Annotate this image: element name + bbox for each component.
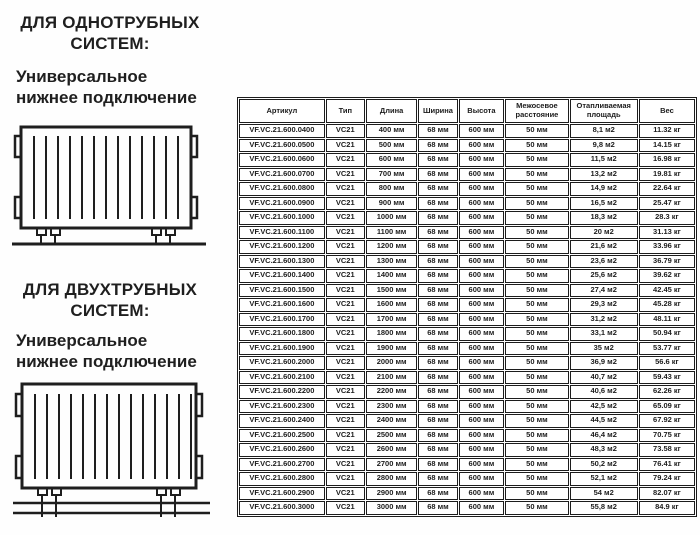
table-row — [239, 429, 695, 443]
cell-weight: 84.9 кг — [639, 501, 695, 515]
cell-axial-distance: 50 мм — [505, 255, 568, 269]
cell-heated-area: 40,7 м2 — [570, 371, 638, 385]
spec-table-header — [239, 99, 695, 123]
cell-axial-distance: 50 мм — [505, 298, 568, 312]
cell-length: 1200 мм — [366, 240, 418, 254]
cell-weight: 19.81 кг — [639, 168, 695, 182]
cell-weight: 28.3 кг — [639, 211, 695, 225]
column-header-width: Ширина — [418, 99, 457, 123]
cell-heated-area: 21,6 м2 — [570, 240, 638, 254]
cell-heated-area: 18,3 м2 — [570, 211, 638, 225]
cell-width: 68 мм — [418, 429, 457, 443]
cell-type: VC21 — [326, 414, 365, 428]
table-row — [239, 211, 695, 225]
cell-length: 2000 мм — [366, 356, 418, 370]
table-row — [239, 356, 695, 370]
cell-weight: 16.98 кг — [639, 153, 695, 167]
cell-type: VC21 — [326, 153, 365, 167]
cell-width: 68 мм — [418, 298, 457, 312]
cell-heated-area: 29,3 м2 — [570, 298, 638, 312]
cell-type: VC21 — [326, 226, 365, 240]
cell-articul: VF.VC.21.600.2000 — [239, 356, 325, 370]
cell-weight: 11.32 кг — [639, 124, 695, 138]
cell-type: VC21 — [326, 124, 365, 138]
cell-width: 68 мм — [418, 400, 457, 414]
cell-length: 1800 мм — [366, 327, 418, 341]
cell-height: 600 мм — [459, 139, 505, 153]
cell-heated-area: 42,5 м2 — [570, 400, 638, 414]
cell-axial-distance: 50 мм — [505, 327, 568, 341]
cell-type: VC21 — [326, 429, 365, 443]
table-row — [239, 255, 695, 269]
cell-length: 1300 мм — [366, 255, 418, 269]
cell-articul: VF.VC.21.600.2600 — [239, 443, 325, 457]
cell-heated-area: 16,5 м2 — [570, 197, 638, 211]
cell-height: 600 мм — [459, 327, 505, 341]
cell-axial-distance: 50 мм — [505, 487, 568, 501]
table-row — [239, 327, 695, 341]
cell-type: VC21 — [326, 327, 365, 341]
cell-axial-distance: 50 мм — [505, 501, 568, 515]
cell-type: VC21 — [326, 342, 365, 356]
cell-length: 2900 мм — [366, 487, 418, 501]
cell-articul: VF.VC.21.600.3000 — [239, 501, 325, 515]
cell-articul: VF.VC.21.600.2300 — [239, 400, 325, 414]
cell-length: 2700 мм — [366, 458, 418, 472]
cell-width: 68 мм — [418, 385, 457, 399]
cell-weight: 14.15 кг — [639, 139, 695, 153]
cell-weight: 70.75 кг — [639, 429, 695, 443]
cell-weight: 73.58 кг — [639, 443, 695, 457]
table-row — [239, 472, 695, 486]
cell-type: VC21 — [326, 472, 365, 486]
cell-articul: VF.VC.21.600.2700 — [239, 458, 325, 472]
cell-heated-area: 40,6 м2 — [570, 385, 638, 399]
cell-articul: VF.VC.21.600.2200 — [239, 385, 325, 399]
cell-width: 68 мм — [418, 255, 457, 269]
cell-length: 1000 мм — [366, 211, 418, 225]
cell-weight: 48.11 кг — [639, 313, 695, 327]
cell-weight: 82.07 кг — [639, 487, 695, 501]
table-row — [239, 168, 695, 182]
cell-axial-distance: 50 мм — [505, 371, 568, 385]
cell-type: VC21 — [326, 298, 365, 312]
cell-height: 600 мм — [459, 313, 505, 327]
cell-height: 600 мм — [459, 356, 505, 370]
cell-heated-area: 44,5 м2 — [570, 414, 638, 428]
cell-heated-area: 35 м2 — [570, 342, 638, 356]
cell-axial-distance: 50 мм — [505, 284, 568, 298]
table-row — [239, 197, 695, 211]
cell-axial-distance: 50 мм — [505, 313, 568, 327]
cell-heated-area: 46,4 м2 — [570, 429, 638, 443]
cell-type: VC21 — [326, 487, 365, 501]
cell-length: 2600 мм — [366, 443, 418, 457]
cell-axial-distance: 50 мм — [505, 240, 568, 254]
cell-heated-area: 31,2 м2 — [570, 313, 638, 327]
cell-heated-area: 13,2 м2 — [570, 168, 638, 182]
cell-heated-area: 25,6 м2 — [570, 269, 638, 283]
cell-heated-area: 50,2 м2 — [570, 458, 638, 472]
cell-width: 68 мм — [418, 472, 457, 486]
cell-articul: VF.VC.21.600.1100 — [239, 226, 325, 240]
table-row — [239, 385, 695, 399]
cell-height: 600 мм — [459, 429, 505, 443]
column-header-heated-area: Отапливаемая площадь — [570, 99, 638, 123]
cell-width: 68 мм — [418, 342, 457, 356]
cell-height: 600 мм — [459, 443, 505, 457]
cell-articul: VF.VC.21.600.0400 — [239, 124, 325, 138]
cell-weight: 59.43 кг — [639, 371, 695, 385]
cell-length: 2500 мм — [366, 429, 418, 443]
cell-type: VC21 — [326, 269, 365, 283]
cell-length: 1100 мм — [366, 226, 418, 240]
cell-width: 68 мм — [418, 124, 457, 138]
cell-width: 68 мм — [418, 284, 457, 298]
cell-width: 68 мм — [418, 313, 457, 327]
table-row — [239, 269, 695, 283]
table-row — [239, 124, 695, 138]
cell-type: VC21 — [326, 240, 365, 254]
cell-width: 68 мм — [418, 168, 457, 182]
cell-articul: VF.VC.21.600.2400 — [239, 414, 325, 428]
cell-type: VC21 — [326, 255, 365, 269]
cell-length: 900 мм — [366, 197, 418, 211]
table-row — [239, 342, 695, 356]
cell-heated-area: 20 м2 — [570, 226, 638, 240]
table-row — [239, 284, 695, 298]
cell-axial-distance: 50 мм — [505, 458, 568, 472]
cell-height: 600 мм — [459, 284, 505, 298]
cell-axial-distance: 50 мм — [505, 182, 568, 196]
cell-length: 2100 мм — [366, 371, 418, 385]
cell-length: 1500 мм — [366, 284, 418, 298]
table-row — [239, 400, 695, 414]
cell-height: 600 мм — [459, 414, 505, 428]
cell-type: VC21 — [326, 501, 365, 515]
cell-height: 600 мм — [459, 255, 505, 269]
table-row — [239, 182, 695, 196]
cell-length: 400 мм — [366, 124, 418, 138]
cell-length: 600 мм — [366, 153, 418, 167]
cell-axial-distance: 50 мм — [505, 429, 568, 443]
table-row — [239, 139, 695, 153]
cell-heated-area: 23,6 м2 — [570, 255, 638, 269]
cell-weight: 76.41 кг — [639, 458, 695, 472]
cell-axial-distance: 50 мм — [505, 356, 568, 370]
cell-axial-distance: 50 мм — [505, 414, 568, 428]
column-header-weight: Вес — [639, 99, 695, 123]
cell-height: 600 мм — [459, 472, 505, 486]
cell-height: 600 мм — [459, 197, 505, 211]
table-row — [239, 501, 695, 515]
cell-weight: 62.26 кг — [639, 385, 695, 399]
cell-width: 68 мм — [418, 501, 457, 515]
cell-axial-distance: 50 мм — [505, 139, 568, 153]
column-header-articul: Артикул — [239, 99, 325, 123]
cell-type: VC21 — [326, 168, 365, 182]
cell-weight: 25.47 кг — [639, 197, 695, 211]
cell-articul: VF.VC.21.600.2800 — [239, 472, 325, 486]
cell-articul: VF.VC.21.600.0500 — [239, 139, 325, 153]
cell-articul: VF.VC.21.600.1700 — [239, 313, 325, 327]
cell-articul: VF.VC.21.600.0700 — [239, 168, 325, 182]
cell-length: 1600 мм — [366, 298, 418, 312]
one-pipe-connection-label: Универсальное нижнее подключение — [16, 67, 197, 108]
cell-height: 600 мм — [459, 269, 505, 283]
cell-width: 68 мм — [418, 197, 457, 211]
cell-width: 68 мм — [418, 443, 457, 457]
table-row — [239, 443, 695, 457]
cell-width: 68 мм — [418, 182, 457, 196]
cell-length: 1900 мм — [366, 342, 418, 356]
cell-width: 68 мм — [418, 153, 457, 167]
cell-width: 68 мм — [418, 226, 457, 240]
cell-axial-distance: 50 мм — [505, 226, 568, 240]
cell-axial-distance: 50 мм — [505, 443, 568, 457]
cell-height: 600 мм — [459, 400, 505, 414]
spec-table-body — [239, 124, 695, 515]
cell-width: 68 мм — [418, 458, 457, 472]
cell-type: VC21 — [326, 371, 365, 385]
radiator-single-pipe-diagram — [10, 123, 214, 253]
cell-height: 600 мм — [459, 458, 505, 472]
cell-width: 68 мм — [418, 327, 457, 341]
cell-type: VC21 — [326, 197, 365, 211]
cell-length: 2200 мм — [366, 385, 418, 399]
cell-height: 600 мм — [459, 182, 505, 196]
column-header-type: Тип — [326, 99, 365, 123]
cell-axial-distance: 50 мм — [505, 168, 568, 182]
cell-type: VC21 — [326, 139, 365, 153]
cell-heated-area: 52,1 м2 — [570, 472, 638, 486]
cell-heated-area: 27,4 м2 — [570, 284, 638, 298]
cell-heated-area: 14,9 м2 — [570, 182, 638, 196]
cell-heated-area: 9,8 м2 — [570, 139, 638, 153]
cell-axial-distance: 50 мм — [505, 197, 568, 211]
cell-axial-distance: 50 мм — [505, 269, 568, 283]
cell-type: VC21 — [326, 211, 365, 225]
spec-table — [237, 97, 697, 517]
cell-length: 2300 мм — [366, 400, 418, 414]
cell-heated-area: 11,5 м2 — [570, 153, 638, 167]
cell-height: 600 мм — [459, 153, 505, 167]
cell-axial-distance: 50 мм — [505, 342, 568, 356]
cell-axial-distance: 50 мм — [505, 385, 568, 399]
cell-height: 600 мм — [459, 168, 505, 182]
cell-axial-distance: 50 мм — [505, 124, 568, 138]
cell-articul: VF.VC.21.600.2500 — [239, 429, 325, 443]
cell-heated-area: 54 м2 — [570, 487, 638, 501]
cell-width: 68 мм — [418, 139, 457, 153]
cell-length: 800 мм — [366, 182, 418, 196]
cell-heated-area: 8,1 м2 — [570, 124, 638, 138]
cell-weight: 33.96 кг — [639, 240, 695, 254]
cell-articul: VF.VC.21.600.1200 — [239, 240, 325, 254]
cell-weight: 36.79 кг — [639, 255, 695, 269]
cell-weight: 50.94 кг — [639, 327, 695, 341]
cell-height: 600 мм — [459, 124, 505, 138]
cell-weight: 53.77 кг — [639, 342, 695, 356]
cell-length: 700 мм — [366, 168, 418, 182]
cell-articul: VF.VC.21.600.1500 — [239, 284, 325, 298]
cell-articul: VF.VC.21.600.0900 — [239, 197, 325, 211]
cell-width: 68 мм — [418, 211, 457, 225]
one-pipe-systems-heading: ДЛЯ ОДНОТРУБНЫХ СИСТЕМ: — [20, 13, 200, 53]
table-row — [239, 458, 695, 472]
cell-height: 600 мм — [459, 371, 505, 385]
column-header-axial-distance: Межосевое расстояние — [505, 99, 568, 123]
cell-height: 600 мм — [459, 501, 505, 515]
cell-width: 68 мм — [418, 269, 457, 283]
column-header-height: Высота — [459, 99, 505, 123]
cell-length: 2800 мм — [366, 472, 418, 486]
cell-type: VC21 — [326, 356, 365, 370]
table-row — [239, 487, 695, 501]
column-header-length: Длина — [366, 99, 418, 123]
radiator-two-pipe-diagram — [10, 380, 218, 522]
cell-weight: 42.45 кг — [639, 284, 695, 298]
two-pipe-connection-label: Универсальное нижнее подключение — [16, 331, 197, 372]
cell-axial-distance: 50 мм — [505, 211, 568, 225]
cell-articul: VF.VC.21.600.1800 — [239, 327, 325, 341]
cell-type: VC21 — [326, 313, 365, 327]
two-pipe-systems-heading: ДЛЯ ДВУХТРУБНЫХ СИСТЕМ: — [22, 280, 198, 320]
cell-heated-area: 33,1 м2 — [570, 327, 638, 341]
cell-height: 600 мм — [459, 211, 505, 225]
cell-heated-area: 36,9 м2 — [570, 356, 638, 370]
cell-height: 600 мм — [459, 385, 505, 399]
cell-weight: 67.92 кг — [639, 414, 695, 428]
cell-type: VC21 — [326, 443, 365, 457]
header-row — [239, 99, 695, 123]
cell-axial-distance: 50 мм — [505, 400, 568, 414]
cell-length: 500 мм — [366, 139, 418, 153]
cell-weight: 65.09 кг — [639, 400, 695, 414]
cell-heated-area: 48,3 м2 — [570, 443, 638, 457]
table-row — [239, 313, 695, 327]
cell-width: 68 мм — [418, 487, 457, 501]
cell-type: VC21 — [326, 284, 365, 298]
cell-type: VC21 — [326, 182, 365, 196]
cell-articul: VF.VC.21.600.2900 — [239, 487, 325, 501]
cell-length: 2400 мм — [366, 414, 418, 428]
cell-articul: VF.VC.21.600.1600 — [239, 298, 325, 312]
cell-weight: 79.24 кг — [639, 472, 695, 486]
cell-type: VC21 — [326, 400, 365, 414]
cell-height: 600 мм — [459, 487, 505, 501]
cell-weight: 22.64 кг — [639, 182, 695, 196]
cell-width: 68 мм — [418, 414, 457, 428]
cell-height: 600 мм — [459, 298, 505, 312]
cell-width: 68 мм — [418, 356, 457, 370]
cell-type: VC21 — [326, 458, 365, 472]
cell-length: 1400 мм — [366, 269, 418, 283]
cell-width: 68 мм — [418, 240, 457, 254]
left-panel — [0, 0, 232, 535]
cell-height: 600 мм — [459, 226, 505, 240]
cell-articul: VF.VC.21.600.1400 — [239, 269, 325, 283]
table-row — [239, 226, 695, 240]
cell-weight: 39.62 кг — [639, 269, 695, 283]
cell-articul: VF.VC.21.600.1000 — [239, 211, 325, 225]
cell-length: 3000 мм — [366, 501, 418, 515]
cell-articul: VF.VC.21.600.2100 — [239, 371, 325, 385]
cell-articul: VF.VC.21.600.1300 — [239, 255, 325, 269]
cell-height: 600 мм — [459, 342, 505, 356]
cell-articul: VF.VC.21.600.1900 — [239, 342, 325, 356]
cell-weight: 45.28 кг — [639, 298, 695, 312]
table-row — [239, 240, 695, 254]
cell-heated-area: 55,8 м2 — [570, 501, 638, 515]
cell-weight: 56.6 кг — [639, 356, 695, 370]
cell-height: 600 мм — [459, 240, 505, 254]
table-row — [239, 371, 695, 385]
table-row — [239, 153, 695, 167]
cell-type: VC21 — [326, 385, 365, 399]
cell-width: 68 мм — [418, 371, 457, 385]
table-row — [239, 414, 695, 428]
cell-length: 1700 мм — [366, 313, 418, 327]
cell-axial-distance: 50 мм — [505, 153, 568, 167]
cell-axial-distance: 50 мм — [505, 472, 568, 486]
cell-weight: 31.13 кг — [639, 226, 695, 240]
cell-articul: VF.VC.21.600.0800 — [239, 182, 325, 196]
table-row — [239, 298, 695, 312]
cell-articul: VF.VC.21.600.0600 — [239, 153, 325, 167]
